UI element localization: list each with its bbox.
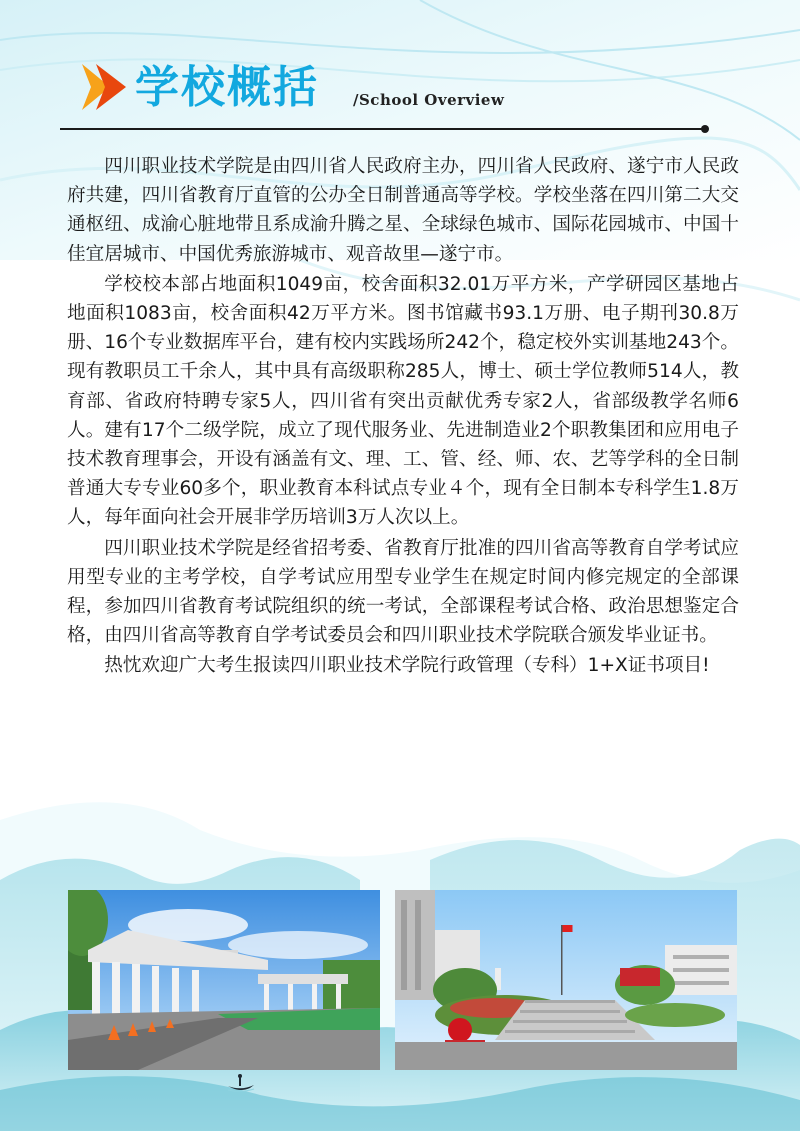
paragraph-intro: 四川职业技术学院是由四川省人民政府主办，四川省人民政府、遂宁市人民政府共建，四川省教育厅直管的公办全日制普通高等学校。学校坐落在四川第二大交通枢纽、成渝心脏地带且系成渝升腾之星、全球绿色城市、国际花园城市、中国十佳宜居城市、中国优秀旅游城市、观音故里—遂宁市。 [67,156,739,265]
arrow-icon [82,62,128,112]
page-title: 学校概括 [135,62,319,113]
boat-icon [226,1073,256,1093]
paragraph-welcome: 热忱欢迎广大考生报读四川职业技术学院行政管理（专科）1+X证书项目! [104,655,710,677]
campus-plaza-photo [395,890,737,1070]
paragraph-facts: 学校校本部占地面积1049亩，校舍面积32.01万平方米，产学研园区基地占地面积1083亩，校舍面积42万平方米。图书馆藏书93.1万册、电子期刊30.8万册、16个专业数据库平台，建有校内实践场所242个，稳定校外实训基地243个。现有教职员工千余人，其中具有高级职称285人，博士、硕士学位教师514人，教育部、省政府特聘专家5人，四川省有突出贡献优秀专家2人，省部级教学名师6人。建有17个二级学院，成立了现代服务业、先进制造业2个职教集团和应用电子技术教育理事会，开设有涵盖有文、理、工、管、经、师、农、艺等学科的全日制普通大专专业60多个，职业教育本科试点专业４个，现有全日制本专科学生1.8万人，每年面向社会开展非学历培训3万人次以上。 [67,273,739,529]
overview-text [67,152,739,682]
title-divider [60,128,708,130]
campus-gate-photo [68,890,380,1070]
header [0,0,800,140]
paragraph-exam: 四川职业技术学院是经省招考委、省教育厅批准的四川省高等教育自学考试应用型专业的主考学校，自学考试应用型专业学生在规定时间内修完规定的全部课程，参加四川省教育考试院组织的统一考试，全部课程考试合格、政治思想鉴定合格，由四川省高等教育自学考试委员会和四川职业技术学院联合颁发毕业证书。 [67,537,739,647]
page-subtitle: /School Overview [353,91,505,109]
divider-dot [701,125,709,133]
